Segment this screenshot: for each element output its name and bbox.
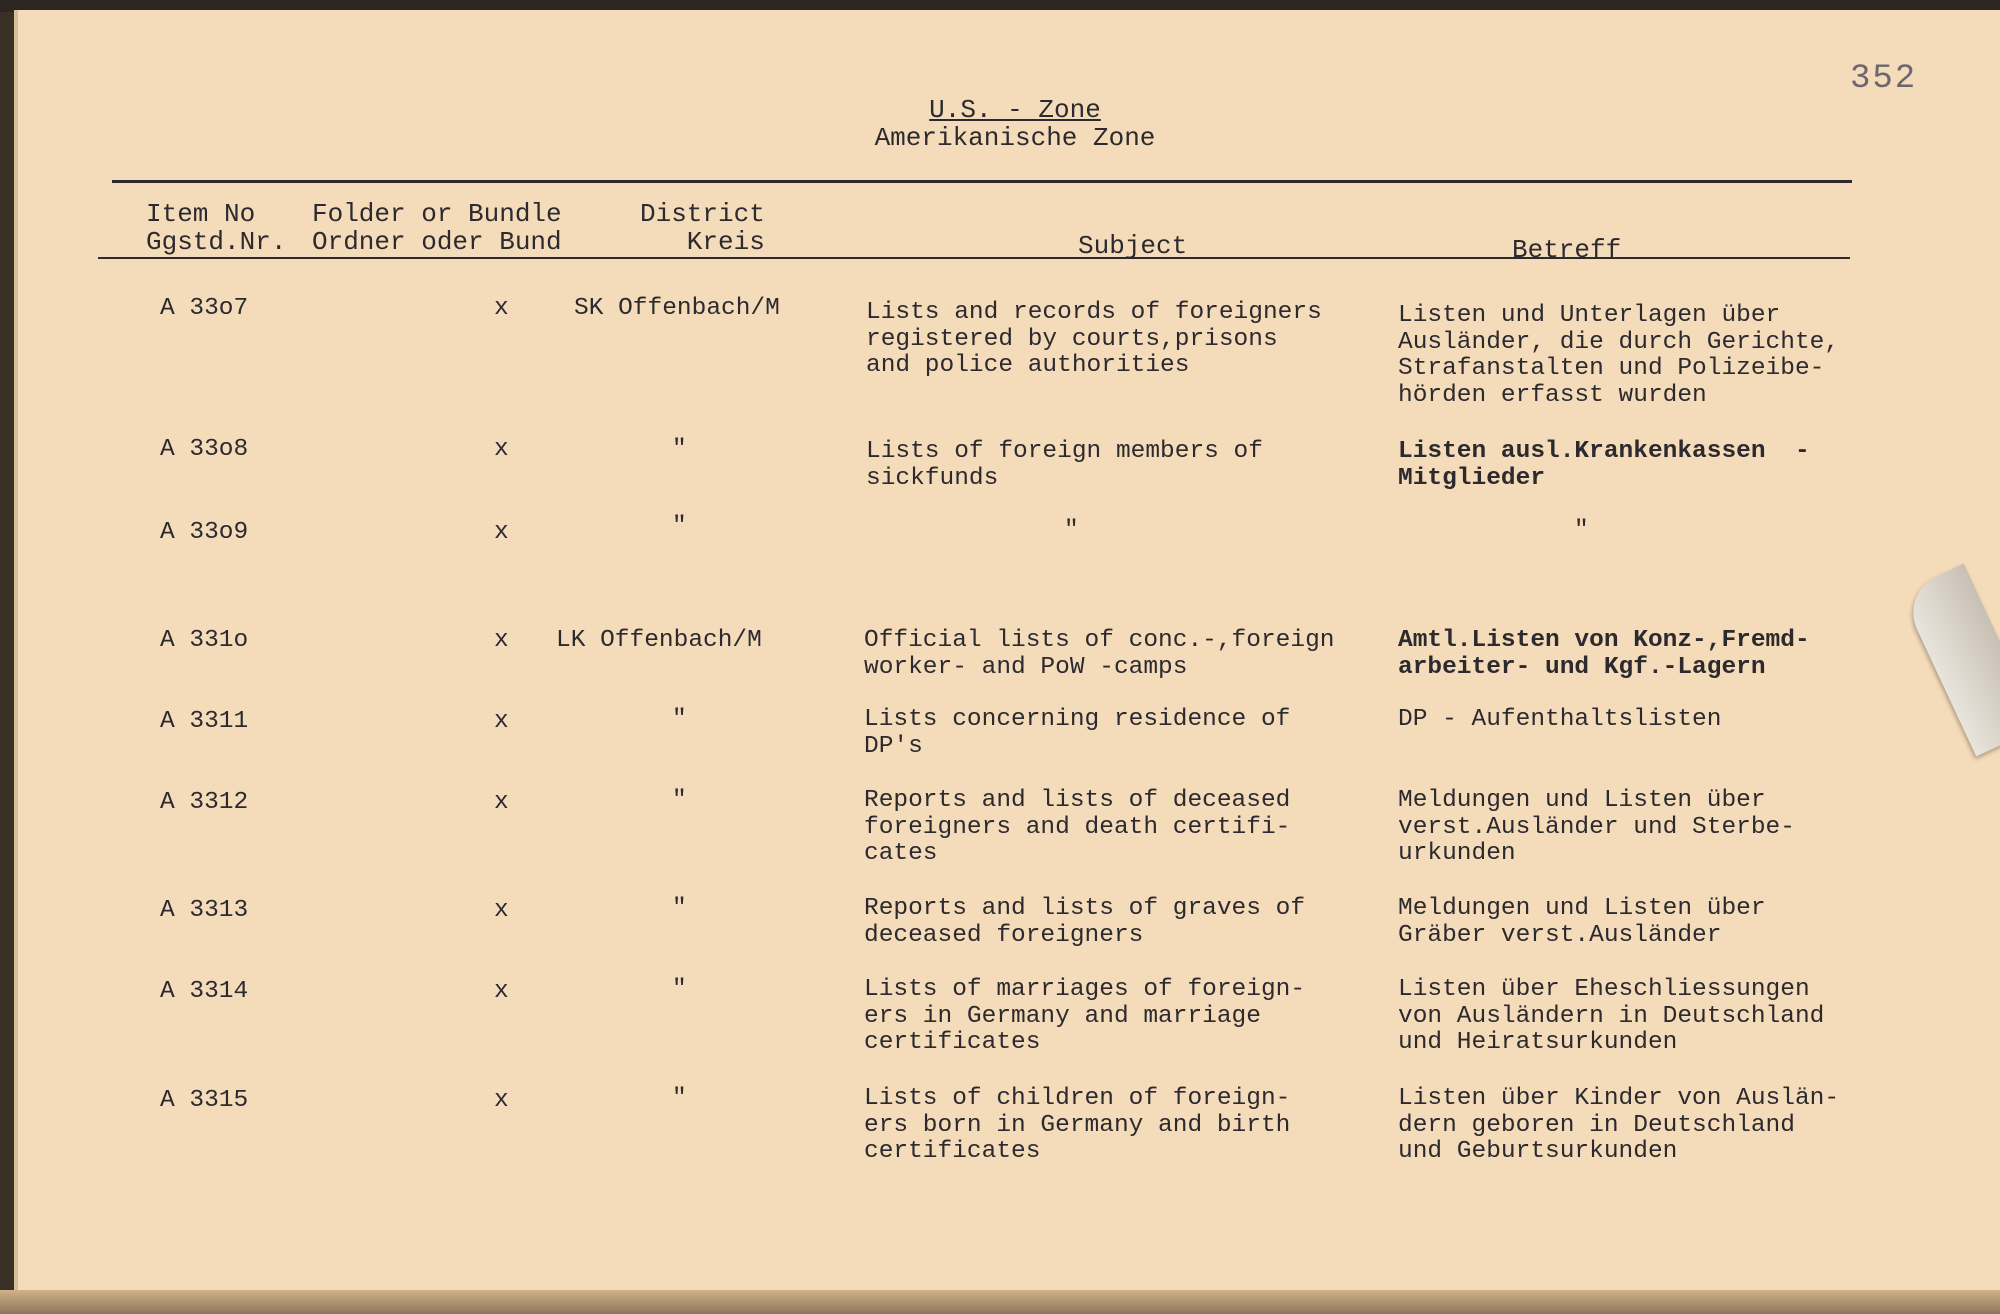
item-number: A 3312	[160, 789, 249, 816]
subject: Lists of marriages of foreign- ers in Germany and marriage certificates	[864, 976, 1306, 1056]
district: "	[672, 895, 687, 922]
subject: Lists and records of foreigners registered by courts,prisons and police authorities	[866, 299, 1322, 379]
betreff: "	[1574, 517, 1589, 544]
folder-mark: x	[494, 1087, 509, 1114]
item-number: A 33o7	[160, 295, 249, 322]
folder-mark: x	[494, 295, 509, 322]
subject: Lists of children of foreign- ers born in Germany and birth certificates	[864, 1085, 1291, 1165]
betreff: Listen und Unterlagen über Ausländer, die durch Gerichte, Strafanstalten und Polizeibe- hörden erfasst wurden	[1398, 302, 1840, 409]
betreff: Listen über Eheschliessungen von Ausländern in Deutschland und Heiratsurkunden	[1398, 976, 1825, 1056]
district: "	[672, 706, 687, 733]
item-number: A 331o	[160, 627, 249, 654]
district: SK Offenbach/M	[574, 295, 780, 322]
folder-mark: x	[494, 627, 509, 654]
subject: Lists of foreign members of sickfunds	[866, 438, 1263, 492]
betreff: Listen ausl.Krankenkassen - Mitglieder	[1398, 438, 1810, 492]
district: "	[672, 436, 687, 463]
column-header-folder: Folder or Bundle Ordner oder Bund	[312, 199, 562, 257]
district: "	[672, 513, 687, 540]
folder-mark: x	[494, 708, 509, 735]
scan-bottom-edge	[0, 1290, 2000, 1314]
folder-mark: x	[494, 789, 509, 816]
betreff: DP - Aufenthaltslisten	[1398, 706, 1722, 733]
item-number: A 3313	[160, 897, 249, 924]
item-number: A 3315	[160, 1087, 249, 1114]
column-header-subject: Subject	[1078, 231, 1188, 261]
betreff: Amtl.Listen von Konz-,Fremd- arbeiter- und Kgf.-Lagern	[1398, 627, 1810, 681]
subject: Reports and lists of graves of deceased foreigners	[864, 895, 1306, 949]
folder-mark: x	[494, 436, 509, 463]
subject: Lists concerning residence of DP's	[864, 706, 1291, 760]
district: "	[672, 787, 687, 814]
folder-mark: x	[494, 519, 509, 546]
header-top-rule	[112, 180, 1852, 183]
column-header-betreff: Betreff	[1512, 235, 1622, 265]
item-number: A 33o8	[160, 436, 249, 463]
folder-mark: x	[494, 978, 509, 1005]
page-number: 352	[1850, 60, 1918, 98]
header-bottom-rule	[98, 257, 1850, 259]
column-header-district: District Kreis	[640, 199, 765, 257]
betreff: Meldungen und Listen über Gräber verst.Ausländer	[1398, 895, 1766, 949]
subject: Reports and lists of deceased foreigners and death certifi- cates	[864, 787, 1291, 867]
zone-subtitle: Amerikanische Zone	[874, 123, 1156, 153]
zone-header	[800, 96, 1230, 152]
zone-title: U.S. - Zone	[929, 95, 1101, 125]
district: LK Offenbach/M	[556, 627, 762, 654]
column-header-item-no: Item No Ggstd.Nr.	[146, 199, 287, 257]
district: "	[672, 976, 687, 1003]
folder-mark: x	[494, 897, 509, 924]
item-number: A 3311	[160, 708, 249, 735]
district: "	[672, 1085, 687, 1112]
subject: Official lists of conc.-,foreign worker- and PoW -camps	[864, 627, 1335, 681]
betreff: Meldungen und Listen über verst.Ausländer und Sterbe- urkunden	[1398, 787, 1795, 867]
betreff: Listen über Kinder von Auslän- dern geboren in Deutschland und Geburtsurkunden	[1398, 1085, 1840, 1165]
item-number: A 3314	[160, 978, 249, 1005]
item-number: A 33o9	[160, 519, 249, 546]
subject: "	[1064, 517, 1079, 544]
